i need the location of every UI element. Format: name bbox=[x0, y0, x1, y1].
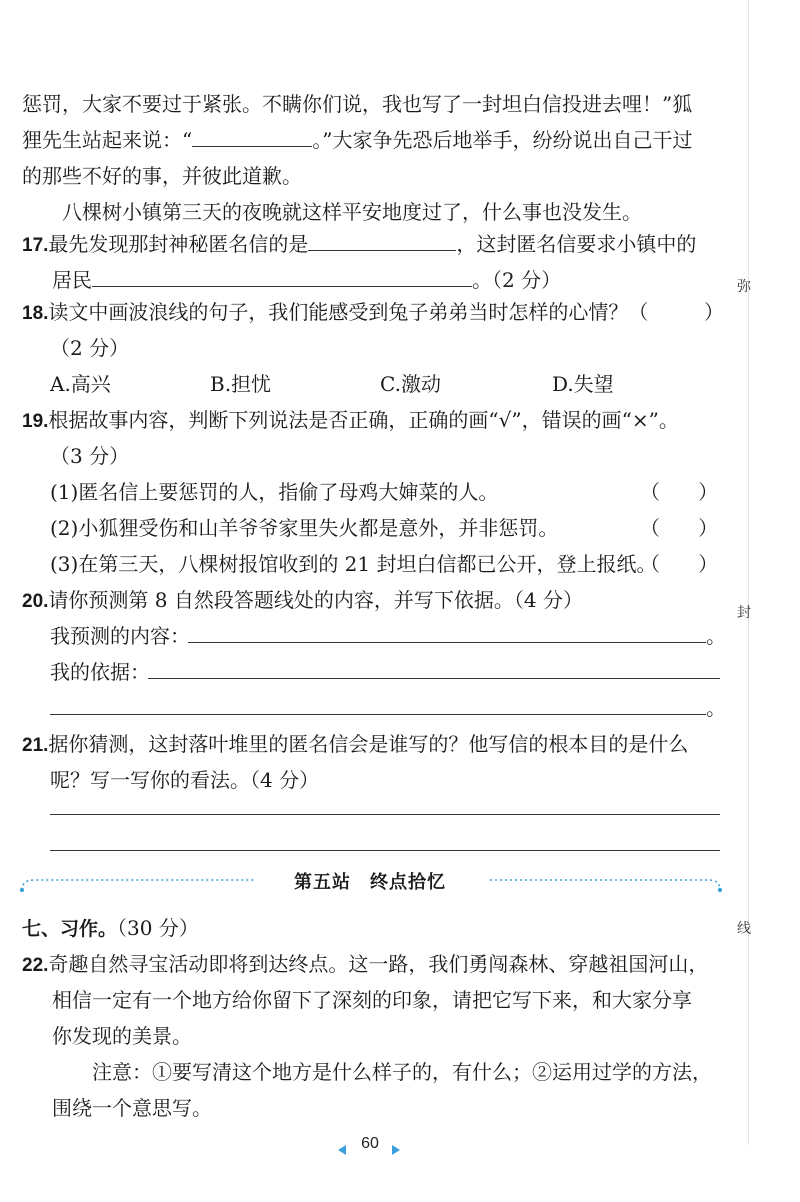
q21-text-1: 据你猜测，这封落叶堆里的匿名信会是谁写的？他写信的根本目的是什么 bbox=[48, 732, 689, 756]
passage-line-1: 惩罚，大家不要过于紧张。不瞒你们说，我也写了一封坦白信投进去哩！”狐 bbox=[22, 92, 693, 116]
blank-fox-speech[interactable] bbox=[192, 124, 312, 147]
q17-text-a: 最先发现那封神秘匿名信的是 bbox=[48, 232, 309, 256]
q20-prediction-label: 我预测的内容： bbox=[50, 624, 190, 648]
q21-number: 21. bbox=[22, 735, 49, 756]
divider-right-path bbox=[490, 880, 720, 890]
q18-option-c[interactable]: C.激动 bbox=[380, 372, 441, 396]
margin-char-xian: 线 bbox=[737, 921, 751, 937]
q18-option-d[interactable]: D.失望 bbox=[552, 372, 614, 396]
q22-note-2: 围绕一个意思写。 bbox=[52, 1096, 212, 1120]
q18-score: （2 分） bbox=[50, 336, 130, 360]
passage-line-3: 的那些不好的事，并彼此道歉。 bbox=[22, 164, 302, 188]
divider-left-dot bbox=[20, 888, 24, 892]
q19-item-3-paren[interactable]: （ ） bbox=[640, 552, 719, 576]
q22-line-1 bbox=[22, 946, 722, 984]
q18-option-b[interactable]: B.担忧 bbox=[210, 372, 272, 396]
page-next-arrow-icon bbox=[392, 1145, 400, 1155]
page-number: 60 bbox=[361, 1135, 379, 1152]
margin-char-feng: 封 bbox=[737, 605, 751, 621]
q20-number: 20. bbox=[22, 591, 49, 612]
passage-line-2 bbox=[22, 122, 722, 158]
q20-reason-period: 。 bbox=[706, 696, 726, 720]
q17-line-1 bbox=[22, 226, 722, 264]
q19-item-3: (3)在第三天，八棵树报馆收到的 21 封坦白信都已公开，登上报纸。 bbox=[50, 552, 657, 576]
q17-blank-1[interactable] bbox=[308, 228, 456, 251]
part7-title: 七、习作。 bbox=[22, 918, 118, 940]
q20-reason-label: 我的依据： bbox=[50, 660, 150, 684]
passage-line-4: 八棵树小镇第三天的夜晚就这样平安地度过了，什么事也没发生。 bbox=[62, 200, 642, 224]
q21-line-1 bbox=[22, 726, 722, 764]
divider-right-dot bbox=[718, 888, 722, 892]
q22-number: 22. bbox=[22, 955, 49, 976]
q19-number: 19. bbox=[22, 411, 49, 432]
q19-item-2: (2)小狐狸受伤和山羊爷爷家里失火都是意外，并非惩罚。 bbox=[50, 516, 559, 540]
margin-char-mi: 弥 bbox=[737, 279, 751, 295]
q17-blank-2[interactable] bbox=[92, 264, 472, 287]
q19-item-1-paren[interactable]: （ ） bbox=[640, 480, 719, 504]
q18-line-1 bbox=[22, 294, 722, 332]
q22-note-1: 注意：①要写清这个地方是什么样子的，有什么；②运用过学的方法， bbox=[92, 1060, 712, 1084]
q22-line-3: 你发现的美景。 bbox=[52, 1024, 192, 1048]
q19-line-1 bbox=[22, 402, 722, 440]
section-title: 第五站 终点拾忆 bbox=[294, 872, 446, 893]
q22-line-2: 相信一定有一个地方给你留下了深刻的印象，请把它写下来，和大家分享 bbox=[52, 988, 692, 1012]
q20-prediction-line[interactable] bbox=[188, 642, 706, 643]
q19-score: （3 分） bbox=[50, 444, 130, 468]
q20-reason-line-1[interactable] bbox=[148, 678, 720, 679]
part7-score: （30 分） bbox=[117, 916, 199, 940]
q18-number: 18. bbox=[22, 303, 49, 324]
q19-text: 根据故事内容，判断下列说法是否正确，正确的画“√”，错误的画“×”。 bbox=[48, 408, 679, 432]
q20-line-1 bbox=[22, 582, 722, 620]
q20-reason-line-2[interactable] bbox=[50, 714, 706, 715]
q17-number: 17. bbox=[22, 235, 49, 256]
q22-text-1: 奇趣自然寻宝活动即将到达终点。这一路，我们勇闯森林、穿越祖国河山， bbox=[48, 952, 709, 976]
q19-item-2-paren[interactable]: （ ） bbox=[640, 516, 719, 540]
q18-answer-paren-close[interactable]: ） bbox=[704, 300, 724, 324]
q18-option-a[interactable]: A.高兴 bbox=[50, 372, 111, 396]
q17-text-b: ，这封匿名信要求小镇中的 bbox=[456, 232, 697, 256]
part7-heading bbox=[22, 910, 722, 947]
passage-line-2b: 。”大家争先恐后地举手，纷纷说出自己干过 bbox=[312, 128, 693, 152]
q18-text: 读文中画波浪线的句子，我们能感受到兔子弟弟当时怎样的心情？（ bbox=[48, 300, 649, 324]
q17-score: 。（2 分） bbox=[472, 268, 562, 292]
passage-line-2a: 狸先生站起来说：“ bbox=[22, 128, 193, 152]
q21-answer-line-1[interactable] bbox=[50, 814, 720, 815]
q17-text-c: 居民 bbox=[52, 268, 92, 292]
q20-prediction-period: 。 bbox=[706, 624, 726, 648]
q21-answer-line-2[interactable] bbox=[50, 850, 720, 851]
divider-left-path bbox=[22, 880, 255, 890]
q17-line-2 bbox=[52, 262, 752, 298]
q20-text: 请你预测第 8 自然段答题线处的内容，并写下依据。（4 分） bbox=[48, 588, 583, 612]
q21-line-2: 呢？写一写你的看法。（4 分） bbox=[50, 768, 320, 792]
q19-item-1: (1)匿名信上要惩罚的人，指偷了母鸡大婶菜的人。 bbox=[50, 480, 499, 504]
